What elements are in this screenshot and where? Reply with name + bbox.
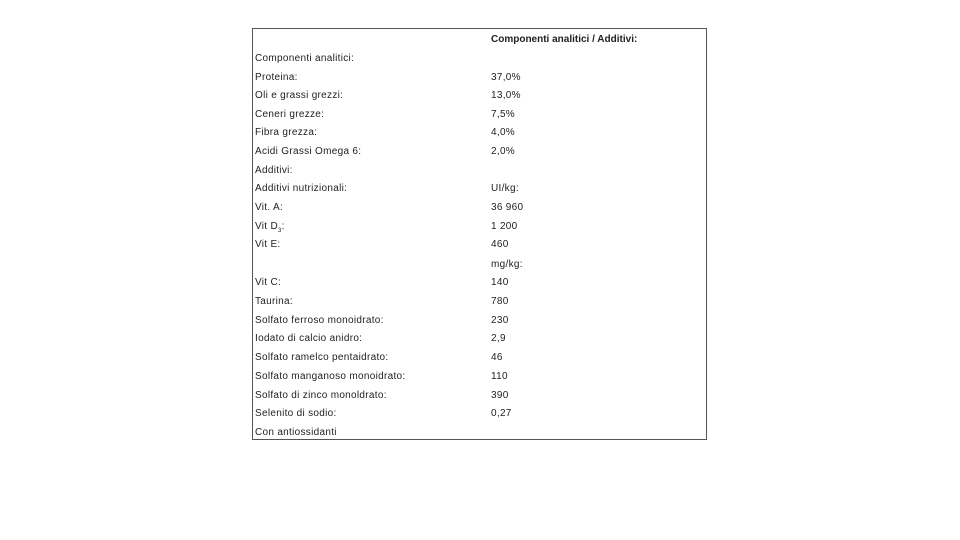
row-label: Acidi Grassi Omega 6:: [255, 146, 362, 157]
table-row: [253, 87, 706, 105]
row-label: Solfato di zinco monoldrato:: [255, 390, 387, 401]
table-row: [253, 349, 706, 367]
row-label: Fibra grezza:: [255, 127, 318, 138]
row-value: 390: [491, 390, 509, 401]
row-value: 230: [491, 315, 509, 326]
row-value: 46: [491, 352, 503, 363]
row-label: Selenito di sodio:: [255, 408, 337, 419]
row-label: Vit E:: [255, 239, 281, 250]
row-value: 110: [491, 371, 508, 382]
row-value: 1 200: [491, 221, 518, 232]
composition-table: [252, 28, 707, 440]
table-header-row: [253, 31, 706, 49]
row-value: 7,5%: [491, 109, 515, 120]
table-row: [253, 199, 706, 217]
row-value: 13,0%: [491, 90, 521, 101]
row-value: mg/kg:: [491, 259, 523, 270]
row-value: 2,0%: [491, 146, 515, 157]
row-label: Proteina:: [255, 72, 298, 83]
row-label: Taurina:: [255, 296, 293, 307]
row-label: Con antiossidanti: [255, 427, 337, 438]
table-row: [253, 162, 706, 180]
row-label: Ceneri grezze:: [255, 109, 325, 120]
table-row: [253, 274, 706, 292]
subscript: 3: [278, 228, 282, 234]
table-row: [253, 236, 706, 254]
row-value: 460: [491, 239, 509, 250]
table-row: [253, 312, 706, 330]
row-value: 2,9: [491, 333, 506, 344]
table-row: [253, 405, 706, 423]
table-header: Componenti analitici / Additivi:: [491, 34, 638, 45]
table-row: [253, 387, 706, 405]
table-row: [253, 106, 706, 124]
row-label: Vit C:: [255, 277, 282, 288]
table-row: [253, 69, 706, 87]
row-label: Vit. A:: [255, 202, 284, 213]
row-label: Additivi:: [255, 165, 293, 176]
row-label: Solfato manganoso monoidrato:: [255, 371, 406, 382]
row-label: Solfato ferroso monoidrato:: [255, 315, 384, 326]
row-label: Oli e grassi grezzi:: [255, 90, 344, 101]
row-label: Componenti analitici:: [255, 53, 355, 64]
row-value: 780: [491, 296, 509, 307]
table-row: [253, 424, 706, 442]
row-label: Solfato ramelco pentaidrato:: [255, 352, 389, 363]
row-value: 4,0%: [491, 127, 515, 138]
row-label: Additivi nutrizionali:: [255, 183, 348, 194]
table-row: [253, 293, 706, 311]
table-row: [253, 180, 706, 198]
table-row: [253, 143, 706, 161]
row-label: Iodato di calcio anidro:: [255, 333, 363, 344]
row-value: 0,27: [491, 408, 512, 419]
row-value: 140: [491, 277, 509, 288]
table-row: [253, 330, 706, 348]
row-value: UI/kg:: [491, 183, 519, 194]
row-value: 36 960: [491, 202, 524, 213]
table-row: [253, 124, 706, 142]
row-value: 37,0%: [491, 72, 521, 83]
table-row: [253, 368, 706, 386]
table-row: [253, 256, 706, 274]
table-row: [253, 50, 706, 68]
table-row: [253, 218, 706, 236]
row-label: Vit $D_3$:: [255, 221, 285, 234]
